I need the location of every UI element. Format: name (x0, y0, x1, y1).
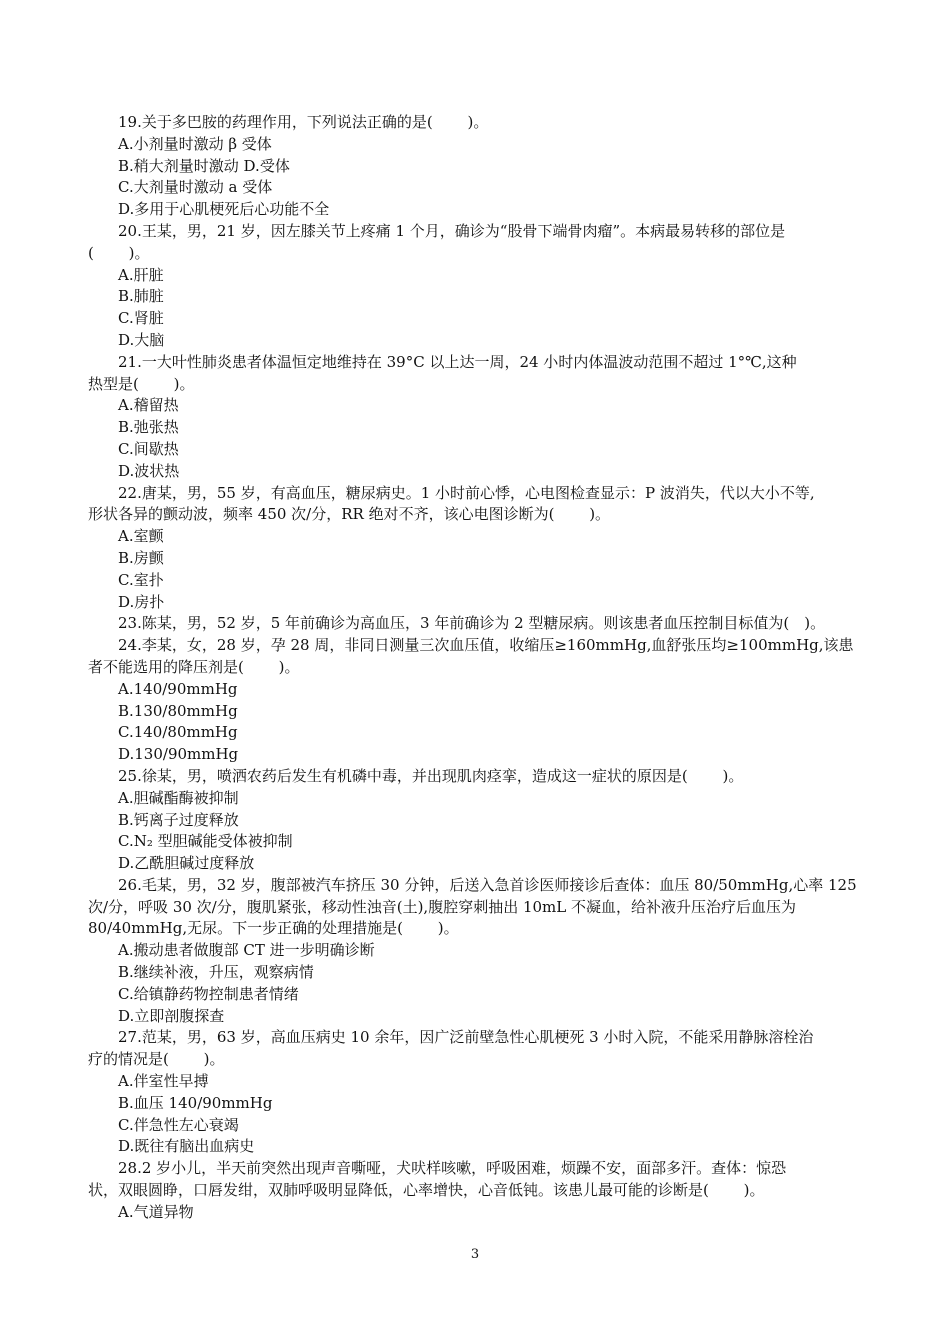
answer-option: A.室颤 (118, 527, 164, 546)
question-stem: 27.范某，男，63 岁，高血压病史 10 余年，因广泛前壁急性心肌梗死 3 小时入院，不能采用静脉溶栓治 (118, 1028, 814, 1047)
answer-option: D.波状热 (118, 461, 180, 480)
question-stem: 20.王某，男，21 岁，因左膝关节上疼痛 1 个月，确诊为“股骨下端骨肉瘤”。本病最易转移的部位是 (118, 221, 786, 240)
answer-option: D.大脑 (118, 330, 165, 349)
answer-option: C.大剂量时激动 a 受体 (118, 178, 273, 197)
question-stem: 26.毛某，男，32 岁，腹部被汽车挤压 30 分钟，后送入急首诊医师接诊后查体：血压 80/50mmHg,心率 125 (118, 875, 857, 894)
question-list (88, 112, 884, 1224)
answer-option: C.肾脏 (118, 309, 164, 328)
question-stem-continued: 热型是( )。 (88, 374, 195, 393)
question-block (88, 1158, 884, 1223)
question-block (88, 112, 884, 221)
question-stem: 25.徐某，男，喷洒农药后发生有机磷中毒，并出现肌肉痉挛，造成这一症状的原因是( )。 (118, 766, 744, 785)
question-block (88, 613, 884, 635)
answer-option: C.间歇热 (118, 439, 179, 458)
question-block (88, 1027, 884, 1158)
answer-option: B.130/80mmHg (118, 701, 238, 720)
answer-option: B.稍大剂量时激动 D.受体 (118, 156, 290, 175)
answer-option: B.弛张热 (118, 418, 179, 437)
answer-option: D.立即剖腹探查 (118, 1006, 225, 1025)
question-stem: 21.一大叶性肺炎患者体温恒定地维持在 39°C 以上达一周，24 小时内体温波动范围不超过 1°℃,这种 (118, 352, 797, 371)
question-block (88, 483, 884, 614)
question-block (88, 221, 884, 352)
question-stem-continued: 形状各异的颤动波，频率 450 次/分，RR 绝对不齐，该心电图诊断为( )。 (88, 505, 611, 524)
answer-option: B.肺脏 (118, 287, 164, 306)
answer-option: A.140/90mmHg (118, 679, 238, 698)
page-number: 3 (470, 1247, 480, 1262)
question-stem: 22.唐某，男，55 岁，有高血压，糖尿病史。1 小时前心悸，心电图检查显示：P 波消失，代以大小不等, (118, 483, 815, 502)
answer-option: A.小剂量时激动 β 受体 (118, 134, 272, 153)
answer-option: C.N₂ 型胆碱能受体被抑制 (118, 832, 293, 851)
question-stem-continued: 疗的情况是( )。 (88, 1050, 225, 1069)
question-block (88, 766, 884, 875)
question-stem-continued: 状，双眼圆睁，口唇发绀，双肺呼吸明显降低，心率增快，心音低钝。该患儿最可能的诊断是( )。 (88, 1181, 765, 1200)
answer-option: D.房扑 (118, 592, 165, 611)
answer-option: A.搬动患者做腹部 CT 进一步明确诊断 (118, 941, 375, 960)
answer-option: A.气道异物 (118, 1202, 194, 1221)
answer-option: B.钙离子过度释放 (118, 810, 239, 829)
question-stem-continued: ( )。 (88, 243, 150, 262)
question-stem-continued: 者不能选用的降压剂是( )。 (88, 657, 300, 676)
question-stem-continued: 次/分，呼吸 30 次/分，腹肌紧张，移动性浊音(土),腹腔穿刺抽出 10mL 不凝血，给补液升压治疗后血压为 (88, 897, 797, 916)
answer-option: B.血压 140/90mmHg (118, 1093, 273, 1112)
answer-option: D.多用于心肌梗死后心功能不全 (118, 200, 330, 219)
answer-option: B.继续补液，升压，观察病情 (118, 963, 314, 982)
question-stem: 24.李某，女，28 岁，孕 28 周，非同日测量三次血压值，收缩压≥160mmHg,血舒张压均≥100mmHg,该患 (118, 636, 854, 655)
answer-option: C.140/80mmHg (118, 723, 238, 742)
answer-option: B.房颤 (118, 548, 164, 567)
question-stem: 28.2 岁小儿，半天前突然出现声音嘶哑，犬吠样咳嗽，呼吸困难，烦躁不安，面部多汗。查体：惊恐 (118, 1159, 787, 1178)
question-stem-continued: 80/40mmHg,无尿。下一步正确的处理措施是( )。 (88, 919, 459, 938)
answer-option: D.既往有脑出血病史 (118, 1137, 255, 1156)
answer-option: D.乙酰胆碱过度释放 (118, 854, 255, 873)
answer-option: A.肝脏 (118, 265, 164, 284)
answer-option: A.伴室性早搏 (118, 1072, 209, 1091)
answer-option: C.给镇静药物控制患者情绪 (118, 984, 299, 1003)
answer-option: A.稽留热 (118, 396, 179, 415)
question-stem: 19.关于多巴胺的药理作用，下列说法正确的是( )。 (118, 113, 489, 131)
question-block (88, 352, 884, 483)
answer-option: C.室扑 (118, 570, 164, 589)
answer-option: C.伴急性左心衰竭 (118, 1115, 239, 1134)
question-block (88, 635, 884, 766)
answer-option: A.胆碱酯酶被抑制 (118, 788, 239, 807)
question-stem: 23.陈某，男，52 岁，5 年前确诊为高血压，3 年前确诊为 2 型糖尿病。则该患者血压控制目标值为( )。 (118, 614, 826, 633)
question-block (88, 875, 884, 1028)
answer-option: D.130/90mmHg (118, 745, 239, 764)
